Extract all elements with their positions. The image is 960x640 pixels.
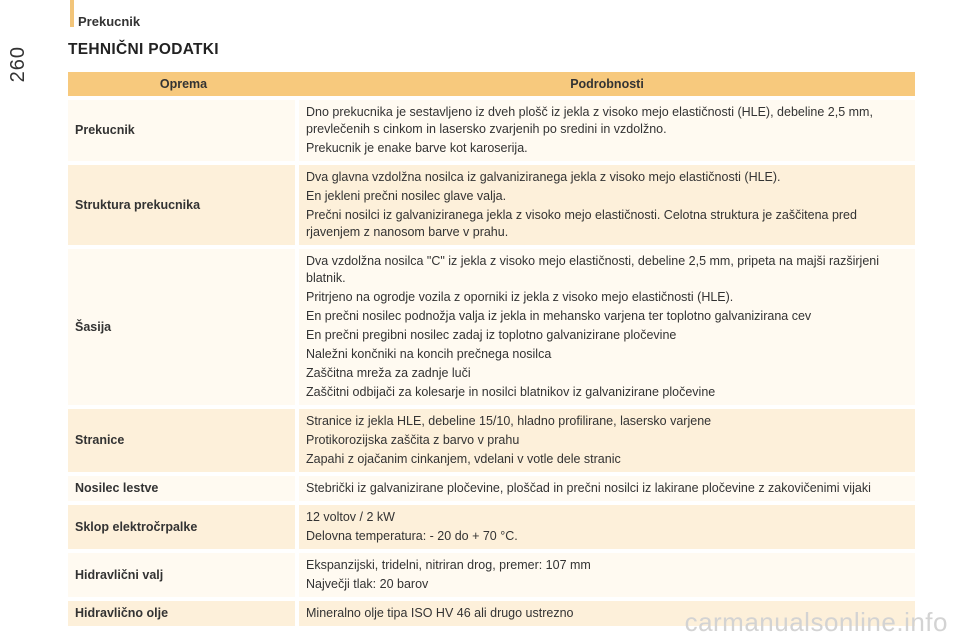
- equipment-details: [299, 165, 915, 245]
- equipment-name: Struktura prekucnika: [68, 165, 299, 245]
- header-accent-bar: [70, 0, 74, 27]
- watermark: carmanualsonline.info: [684, 607, 948, 637]
- detail-line: Dva vzdolžna nosilca "C" iz jekla z visoko mejo elastičnosti, debeline 2,5 mm, pripeta na majši razširjeni blatnik.: [306, 254, 880, 285]
- equipment-name: Sklop elektročrpalke: [68, 505, 299, 549]
- equipment-name: Nosilec lestve: [68, 476, 299, 501]
- detail-line: En jekleni prečni nosilec glave valja.: [306, 189, 507, 203]
- equipment-details: [299, 476, 915, 501]
- equipment-details: [299, 505, 915, 549]
- table-row: [68, 553, 915, 597]
- equipment-name: Stranice: [68, 409, 299, 472]
- detail-line: Stranice iz jekla HLE, debeline 15/10, hladno profilirane, lasersko varjene: [306, 414, 712, 428]
- detail-line: Protikorozijska zaščita z barvo v prahu: [306, 433, 520, 447]
- detail-line: Prekucnik je enake barve kot karoserija.: [306, 141, 528, 155]
- table-row: [68, 409, 915, 472]
- equipment-details: [299, 249, 915, 405]
- detail-line: Dno prekucnika je sestavljeno iz dveh plošč iz jekla z visoko mejo elastičnosti (HLE), debeline 2,5 mm, prevlečenih s cinkom in lasersko zvarjenih po sredini in vzdolžno.: [306, 105, 873, 136]
- equipment-name: Prekucnik: [68, 100, 299, 161]
- detail-line: En prečni nosilec podnožja valja iz jekla in mehansko varjena ter toplotno galvanizirana cev: [306, 309, 812, 323]
- table-row: [68, 476, 915, 501]
- detail-line: Mineralno olje tipa ISO HV 46 ali drugo ustrezno: [306, 606, 574, 620]
- page-title: TEHNIČNI PODATKI: [68, 41, 219, 58]
- table-row: [68, 505, 915, 549]
- detail-line: Največji tlak: 20 barov: [306, 577, 429, 591]
- spec-table: [68, 68, 915, 630]
- detail-line: Prečni nosilci iz galvaniziranega jekla z visoko mejo elastičnosti. Celotna struktura je zaščitena pred rjavenjem z nanosom barve v prahu.: [306, 208, 857, 239]
- table-row: [68, 249, 915, 405]
- detail-line: Ekspanzijski, tridelni, nitriran drog, premer: 107 mm: [306, 558, 591, 572]
- table-row: [68, 100, 915, 161]
- detail-line: 12 voltov / 2 kW: [306, 510, 395, 524]
- detail-line: Stebrički iz galvanizirane pločevine, ploščad in prečni nosilci iz lakirane pločevine z zakovičenimi vijaki: [306, 481, 871, 495]
- equipment-details: [299, 409, 915, 472]
- column-header-equipment: Oprema: [68, 72, 299, 96]
- table-body: [68, 100, 915, 626]
- detail-line: En prečni pregibni nosilec zadaj iz toplotno galvanizirane pločevine: [306, 328, 677, 342]
- table-row: [68, 165, 915, 245]
- page-number: 260: [7, 46, 29, 83]
- equipment-details: [299, 553, 915, 597]
- equipment-name: Hidravlični valj: [68, 553, 299, 597]
- detail-line: Dva glavna vzdolžna nosilca iz galvaniziranega jekla z visoko mejo elastičnosti (HLE).: [306, 170, 781, 184]
- detail-line: Zaščitni odbijači za kolesarje in nosilci blatnikov iz galvanizirane pločevine: [306, 385, 716, 399]
- detail-line: Pritrjeno na ogrodje vozila z oporniki iz jekla z visoko mejo elastičnosti (HLE).: [306, 290, 734, 304]
- equipment-details: [299, 100, 915, 161]
- detail-line: Naležni končniki na koncih prečnega nosilca: [306, 347, 552, 361]
- column-header-details: Podrobnosti: [299, 72, 915, 96]
- detail-line: Zaščitna mreža za zadnje luči: [306, 366, 471, 380]
- detail-line: Zapahi z ojačanim cinkanjem, vdelani v votle dele stranic: [306, 452, 621, 466]
- detail-line: Delovna temperatura: - 20 do + 70 °C.: [306, 529, 518, 543]
- table-header-row: [68, 72, 915, 96]
- equipment-name: Šasija: [68, 249, 299, 405]
- section-label: Prekucnik: [78, 14, 141, 29]
- equipment-name: Hidravlično olje: [68, 601, 299, 626]
